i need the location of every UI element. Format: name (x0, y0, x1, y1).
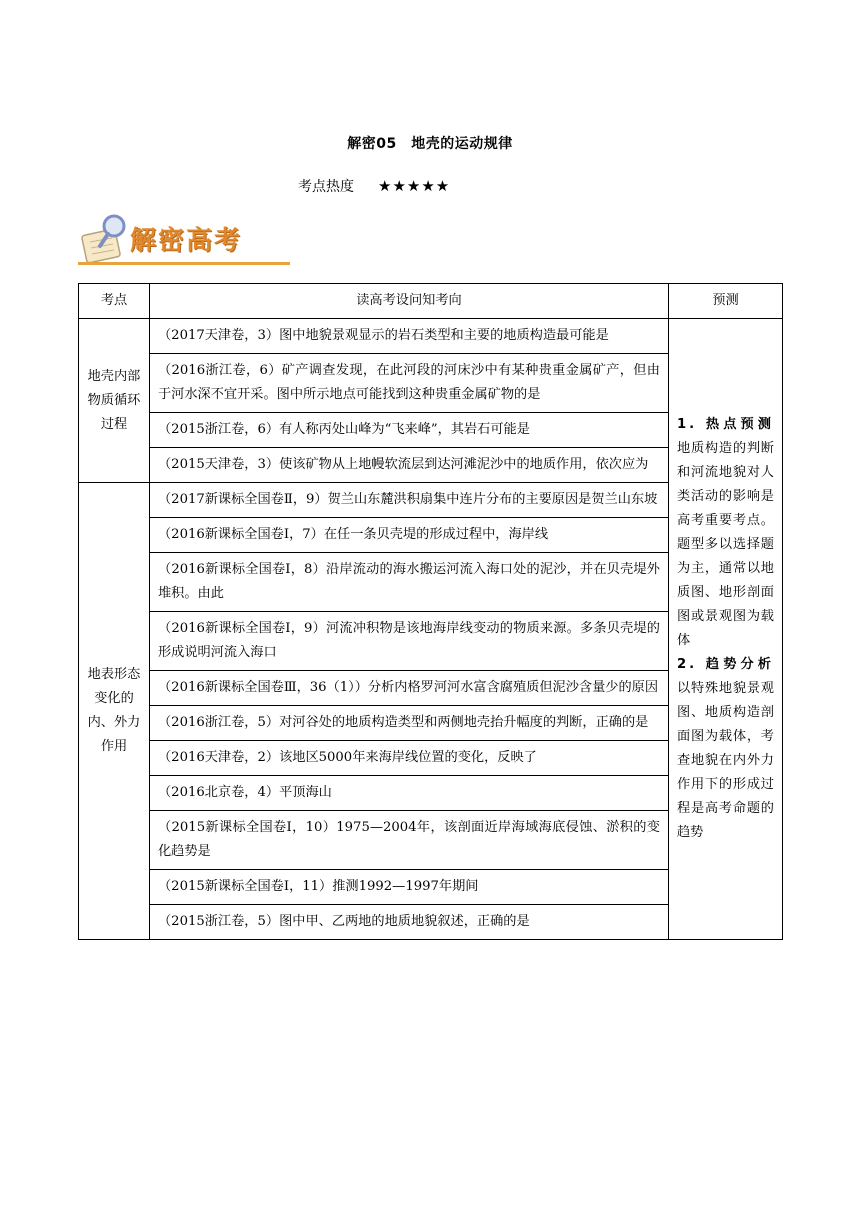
question-cell: （2016天津卷，2）该地区5000年来海岸线位置的变化，反映了 (150, 741, 669, 776)
question-cell: （2017天津卷，3）图中地貌景观显示的岩石类型和主要的地质构造最可能是 (150, 319, 669, 354)
prediction-cell (669, 319, 783, 940)
page-title: 解密05 地壳的运动规律 (347, 136, 513, 152)
question-cell: （2015新课标全国卷Ⅰ，11）推测1992—1997年期间 (150, 870, 669, 905)
question-cell: （2016新课标全国卷Ⅲ，36（1））分析内格罗河河水富含腐殖质但泥沙含量少的原因 (150, 671, 669, 706)
topic-surface-forces: 地表形态变化的内、外力作用 (79, 483, 150, 940)
header-questions: 读高考设问知考向 (150, 284, 669, 319)
heat-label: 考点热度 (298, 179, 354, 195)
question-cell: （2016新课标全国卷Ⅰ，8）沿岸流动的海水搬运河流入海口处的泥沙，并在贝壳堤外堆积。由此 (150, 553, 669, 612)
question-cell: （2017新课标全国卷Ⅱ，9）贺兰山东麓洪积扇集中连片分布的主要原因是贺兰山东坡 (150, 483, 669, 518)
prediction-heading-2: 2. 趋势分析 (677, 657, 774, 672)
question-cell: （2016浙江卷，6）矿产调查发现，在此河段的河床沙中有某种贵重金属矿产，但由于河水深不宜开采。图中所示地点可能找到这种贵重金属矿物的是 (150, 354, 669, 413)
table-row (79, 319, 783, 354)
question-cell: （2015新课标全国卷Ⅰ，10）1975—2004年，该剖面近岸海域海底侵蚀、淤积的变化趋势是 (150, 811, 669, 870)
question-cell: （2016新课标全国卷Ⅰ，7）在任一条贝壳堤的形成过程中，海岸线 (150, 518, 669, 553)
header-prediction: 预测 (669, 284, 783, 319)
question-cell: （2016新课标全国卷Ⅰ，9）河流冲积物是该地海岸线变动的物质来源。多条贝壳堤的形成说明河流入海口 (150, 612, 669, 671)
prediction-text-2: 以特殊地貌景观图、地质构造剖面图为载体，考查地貌在内外力作用下的形成过程是高考命题的趋势 (677, 681, 774, 840)
topic-internal-cycle: 地壳内部物质循环过程 (79, 319, 150, 483)
banner-underline (78, 262, 290, 265)
prediction-text-1: 地质构造的判断和河流地貌对人类活动的影响是高考重要考点。题型多以选择题为主，通常以地质图、地形剖面图或景观图为载体 (677, 441, 774, 648)
prediction-heading-1: 1. 热点预测 (677, 417, 774, 432)
banner-title: 解密高考 (130, 226, 243, 256)
question-cell: （2015天津卷，3）使该矿物从上地幔软流层到达河滩泥沙中的地质作用，依次应为 (150, 448, 669, 483)
question-cell: （2016浙江卷，5）对河谷处的地质构造类型和两侧地壳抬升幅度的判断，正确的是 (150, 706, 669, 741)
table-header-row (79, 284, 783, 319)
question-cell: （2015浙江卷，5）图中甲、乙两地的地质地貌叙述，正确的是 (150, 905, 669, 940)
question-cell: （2015浙江卷，6）有人称丙处山峰为“飞来峰”，其岩石可能是 (150, 413, 669, 448)
exam-table (78, 283, 783, 940)
heat-stars: ★★★★★ (378, 177, 451, 195)
question-cell: （2016北京卷，4）平顶海山 (150, 776, 669, 811)
heat-rating (298, 176, 450, 196)
header-topic: 考点 (79, 284, 150, 319)
